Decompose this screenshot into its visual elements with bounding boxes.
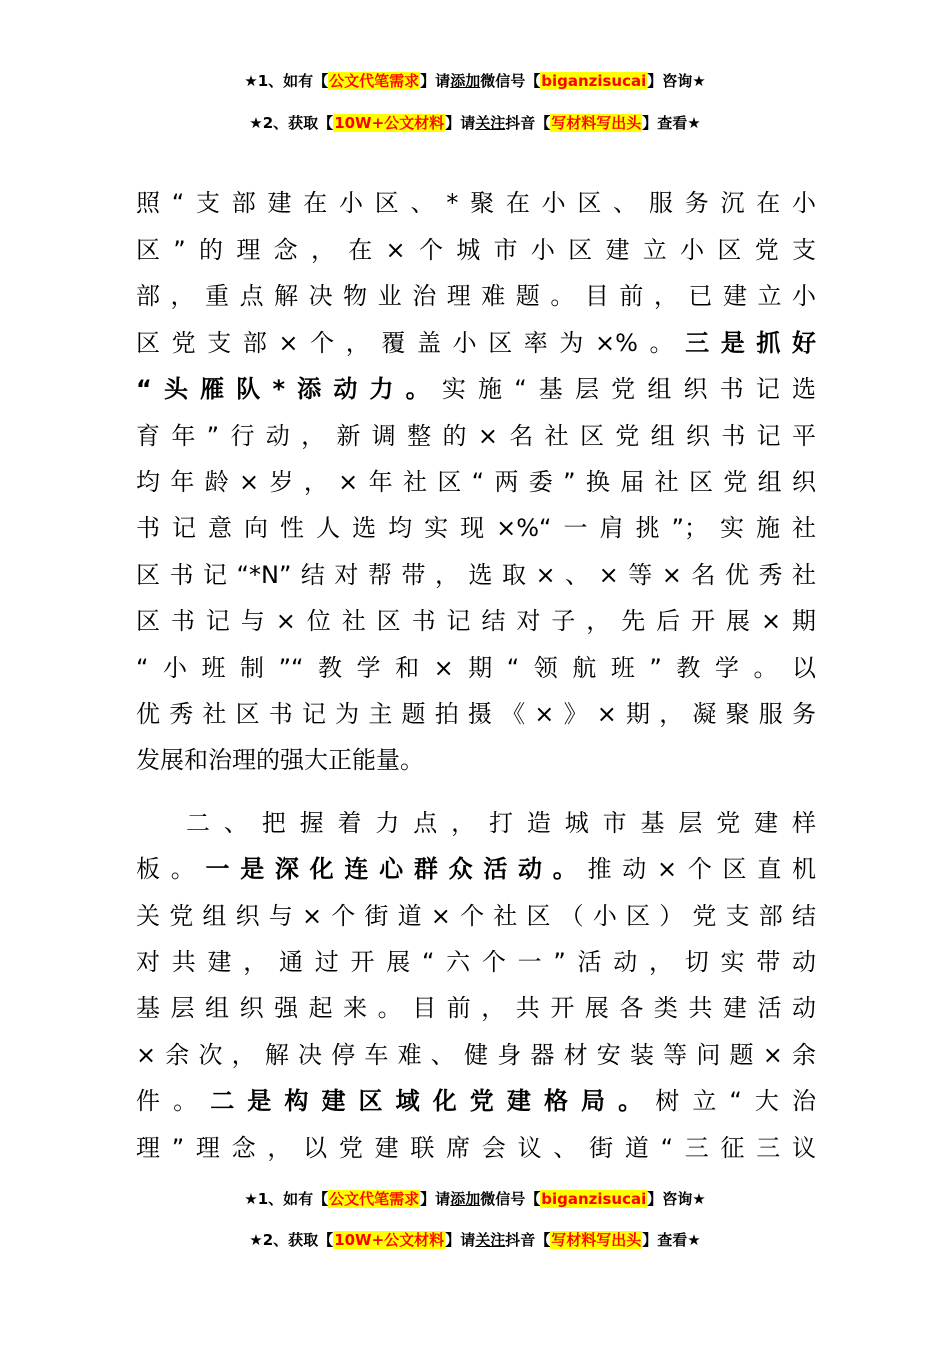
banner-text: 】请	[420, 1190, 451, 1208]
banner-highlight: 10W+公文材料	[334, 1231, 445, 1249]
text-line: ×余次，解决停车难、健身器材安装等问题×余	[136, 1041, 816, 1069]
text-line: 区”的理念，在×个城市小区建立小区党支	[136, 236, 816, 264]
header-banner-line-2	[0, 112, 950, 134]
text-line	[136, 1086, 816, 1116]
text-run: 件。	[136, 1087, 211, 1115]
banner-text: 】请	[420, 72, 451, 90]
banner-text: 】请	[445, 1231, 476, 1249]
banner-highlight: biganzisucai	[541, 1190, 647, 1208]
banner-text: 抖音【	[505, 1231, 551, 1249]
banner-text: 】咨询★	[647, 1190, 706, 1208]
banner-text: 】请	[445, 114, 476, 132]
text-run: 实施“基层党组织书记选	[441, 375, 816, 403]
banner-text: 】查看★	[642, 1231, 701, 1249]
text-line	[136, 374, 816, 404]
banner-text: ★2、获取【	[249, 114, 334, 132]
banner-text: ★2、获取【	[249, 1231, 334, 1249]
bold-heading-run: 一是深化连心群众活动。	[205, 855, 588, 883]
text-run: 推动×个区直机	[587, 855, 817, 883]
banner-highlight: 公文代笔需求	[329, 1190, 420, 1208]
banner-text: ★1、如有【	[244, 72, 329, 90]
banner-text: 】查看★	[642, 114, 701, 132]
bold-heading-run: 二是构建区域化党建格局。	[210, 1087, 656, 1115]
footer-banner-line-1	[0, 1188, 950, 1210]
banner-highlight: 写材料写出头	[551, 1231, 642, 1249]
bold-heading-run: “头雁队*添动力。	[136, 375, 442, 403]
banner-text: 微信号【	[480, 72, 541, 90]
banner-highlight: 10W+公文材料	[334, 114, 445, 132]
text-line	[136, 854, 816, 884]
footer-banner-line-2	[0, 1229, 950, 1251]
text-line: 理”理念，以党建联席会议、街道“三征三议	[136, 1134, 816, 1162]
text-line: 区书记与×位社区书记结对子，先后开展×期	[136, 607, 816, 635]
text-line	[136, 328, 816, 358]
banner-highlight: 公文代笔需求	[329, 72, 420, 90]
banner-text: ★1、如有【	[244, 1190, 329, 1208]
text-line: 育年”行动，新调整的×名社区党组织书记平	[136, 422, 816, 450]
banner-text: 抖音【	[505, 114, 551, 132]
text-line: 优秀社区书记为主题拍摄《×》×期，凝聚服务	[136, 700, 816, 728]
header-banner-line-1	[0, 70, 950, 92]
text-run: 树立“大治	[655, 1087, 817, 1115]
banner-text: 】咨询★	[647, 72, 706, 90]
banner-underlined-text: 添加	[450, 1190, 481, 1208]
text-run: 板。	[136, 855, 206, 883]
text-line: 二、把握着力点，打造城市基层党建样	[186, 809, 816, 837]
bold-heading-run: 三是抓好	[685, 329, 816, 357]
text-line: 书记意向性人选均实现×%“一肩挑”；实施社	[136, 514, 816, 542]
text-line: 部，重点解决物业治理难题。目前，已建立小	[136, 282, 816, 310]
banner-underlined-text: 添加	[450, 72, 481, 90]
text-line: 均年龄×岁，×年社区“两委”换届社区党组织	[136, 468, 816, 496]
banner-underlined-text: 关注	[475, 1231, 506, 1249]
text-line: 照“支部建在小区、*聚在小区、服务沉在小	[136, 189, 816, 217]
text-line: “小班制”“教学和×期“领航班”教学。以	[136, 654, 816, 682]
text-line: 对共建，通过开展“六个一”活动，切实带动	[136, 948, 816, 976]
text-run: 区党支部×个，覆盖小区率为×%。	[136, 329, 686, 357]
banner-highlight: 写材料写出头	[551, 114, 642, 132]
banner-highlight: biganzisucai	[541, 72, 647, 90]
banner-underlined-text: 关注	[475, 114, 506, 132]
text-line: 关党组织与×个街道×个社区（小区）党支部结	[136, 902, 816, 930]
text-line: 基层组织强起来。目前，共开展各类共建活动	[136, 994, 816, 1022]
text-line: 发展和治理的强大正能量。	[136, 746, 424, 774]
text-line: 区书记“*N”结对帮带，选取×、×等×名优秀社	[136, 561, 816, 589]
banner-text: 微信号【	[480, 1190, 541, 1208]
